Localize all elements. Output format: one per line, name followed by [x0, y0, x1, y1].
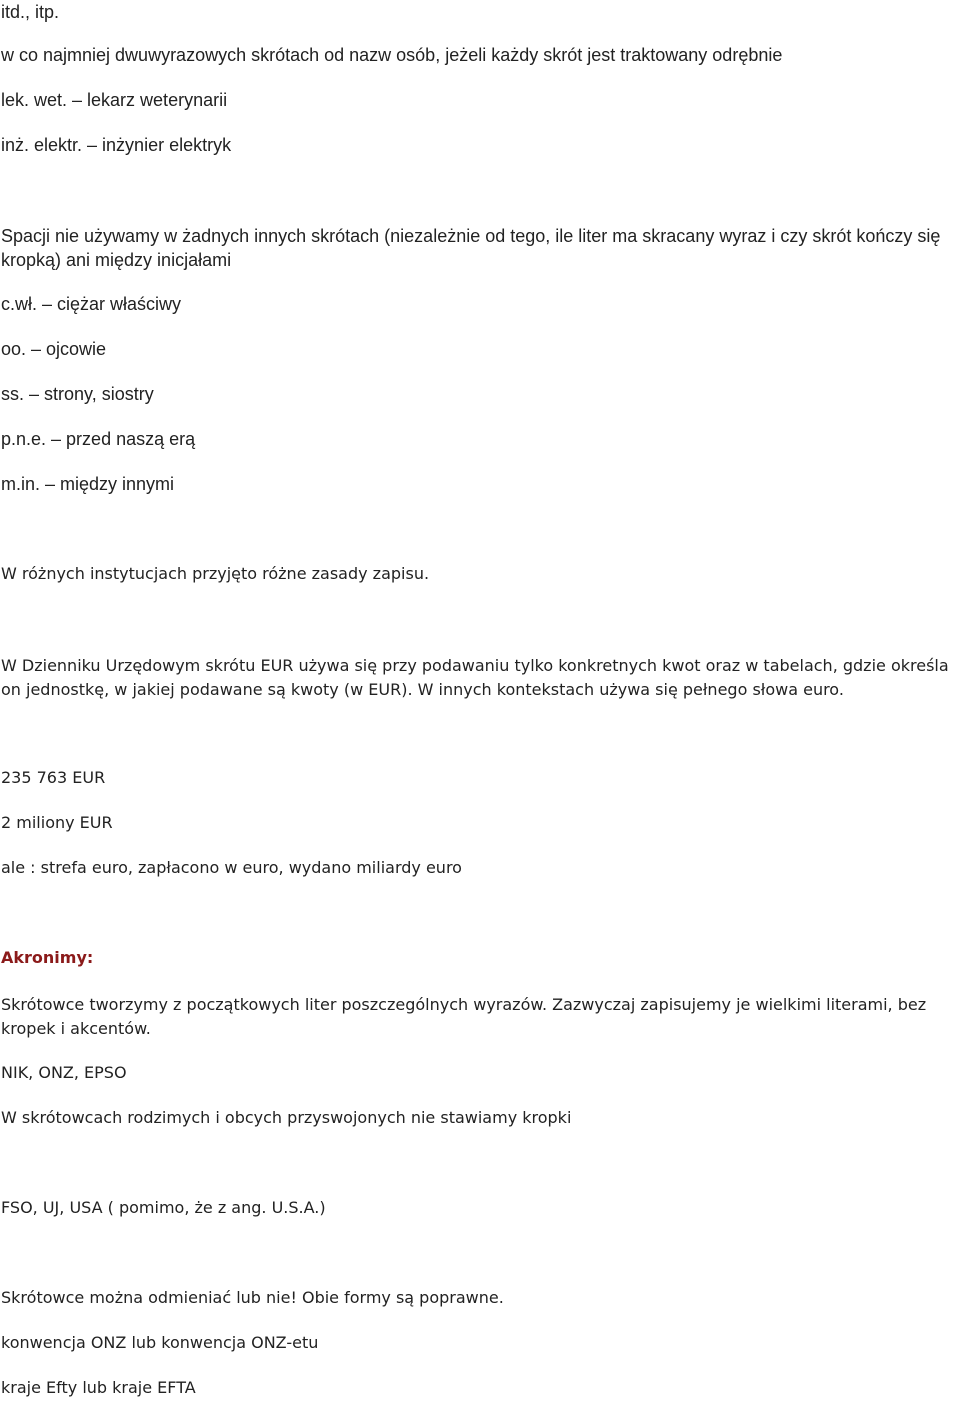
paragraph: Spacji nie używamy w żadnych innych skrótach (niezależnie od tego, ile liter ma skracany wyraz i czy skrót kończy się kropką) ani między inicjałami [1, 226, 941, 270]
paragraph: Skrótowce można odmieniać lub nie! Obie formy są poprawne. [1, 1288, 504, 1307]
example-line: kraje Efty lub kraje EFTA [1, 1378, 196, 1397]
paragraph: W różnych instytucjach przyjęto różne zasady zapisu. [1, 564, 430, 583]
example-line: NIK, ONZ, EPSO [1, 1063, 127, 1082]
example-line: 2 miliony EUR [1, 813, 113, 832]
text-line: itd., itp. [1, 2, 60, 22]
example-line: ale : strefa euro, zapłacono w euro, wydano miliardy euro [1, 858, 462, 877]
example-line: 235 763 EUR [1, 768, 106, 787]
example-line: p.n.e. – przed naszą erą [1, 429, 196, 449]
example-line: m.in. – między innymi [1, 474, 175, 494]
text-line: w co najmniej dwuwyrazowych skrótach od nazw osób, jeżeli każdy skrót jest traktowany odrębnie [1, 45, 783, 65]
example-line: ss. – strony, siostry [1, 384, 154, 404]
text-line: inż. elektr. – inżynier elektryk [1, 135, 232, 155]
section-heading: Akronimy: [1, 948, 94, 967]
example-line: c.wł. – ciężar właściwy [1, 294, 182, 314]
paragraph: Skrótowce tworzymy z początkowych liter poszczególnych wyrazów. Zazwyczaj zapisujemy je wielkimi literami, bez kropek i akcentów. [1, 995, 927, 1038]
paragraph: W Dzienniku Urzędowym skrótu EUR używa się przy podawaniu tylko konkretnych kwot oraz w tabelach, gdzie określa on jednostkę, w jakiej podawane są kwoty (w EUR). W innych kontekstach używa się pełnego słowa euro. [1, 656, 949, 699]
example-line: oo. – ojcowie [1, 339, 107, 359]
example-line: konwencja ONZ lub konwencja ONZ-etu [1, 1333, 319, 1352]
text-line: lek. wet. – lekarz weterynarii [1, 90, 228, 110]
paragraph: W skrótowcach rodzimych i obcych przyswojonych nie stawiamy kropki [1, 1108, 572, 1127]
example-line: FSO, UJ, USA ( pomimo, że z ang. U.S.A.) [1, 1198, 326, 1217]
